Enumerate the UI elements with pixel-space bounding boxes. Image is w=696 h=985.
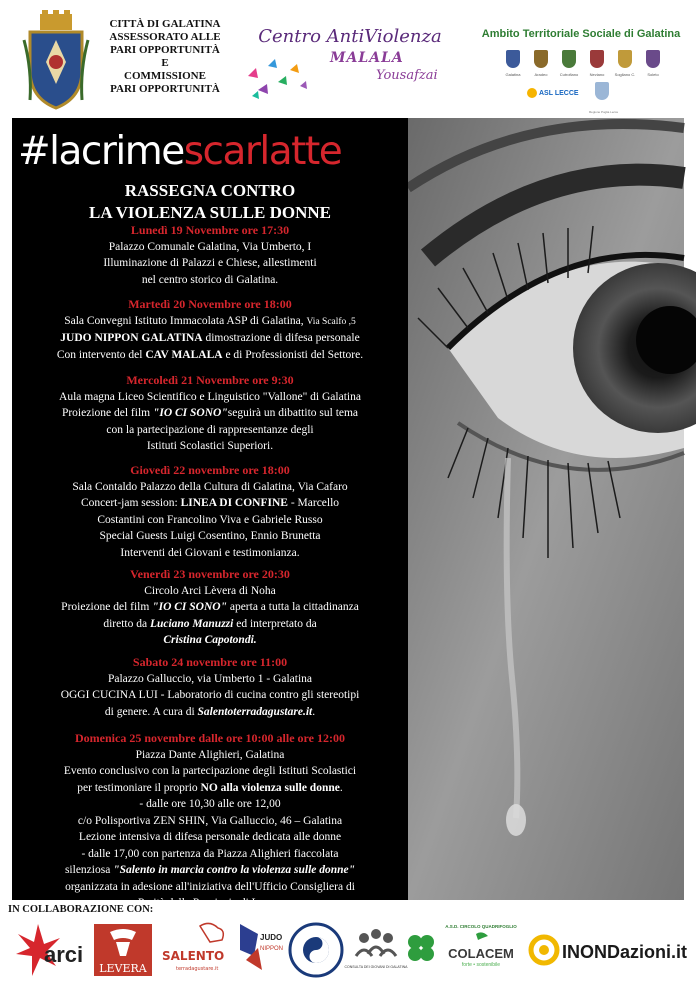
svg-text:A.S.D. CIRCOLO QUADRIFOGLIO: A.S.D. CIRCOLO QUADRIFOGLIO bbox=[445, 924, 517, 929]
consulta-giovani-logo bbox=[344, 920, 408, 980]
event-wednesday: Mercoledì 21 Novembre ore 9:30 Aula magna Liceo Scientifico e Linguistico "Vallone" di Galatina Proiezione del film "IO CI SONO"seguirà un dibattito sul tema con la partecipazione di rappresentanze degli Istituti Scolastici Superiori. bbox=[12, 372, 408, 455]
municipality-aradeo: Aradeo bbox=[527, 50, 555, 77]
municipality-neviano: Neviano bbox=[583, 50, 611, 77]
event-sunday: Domenica 25 novembre dalle ore 10:00 alle ore 12:00 Piazza Dante Alighieri, Galatina Evento conclusivo con la partecipazione degli Istituti Scolastici per testimoniare il proprio NO alla violenza sulle donne. - dalle ore 10,30 alle ore 12,00 c/o Polisportiva ZEN SHIN, Via Galluccio, 46 – Galatina Lezione intensiva di difesa personale dedicata alle donne - dalle 17,00 con partenza da Piazza Alighieri fiaccolata silenziosa "Salento in marcia contro la violenza sulle donne" organizzata in adesione all'iniziativa dell'Ufficio Consigliera di bbox=[12, 730, 408, 912]
colacem-icon bbox=[438, 920, 524, 980]
svg-text:SALENTO: SALENTO bbox=[162, 949, 225, 963]
event-monday: Lunedì 19 Novembre ore 17:30 Palazzo Comunale Galatina, Via Umberto, I Illuminazione di Palazzi e Chiese, allestimenti nel centro storico di Galatina. bbox=[12, 222, 408, 288]
butterflies-icon bbox=[238, 46, 318, 106]
cav-title: Centro AntiViolenza bbox=[258, 26, 442, 47]
asl-dot-icon bbox=[527, 88, 537, 98]
lecce-caption: Regione Puglia Lecce bbox=[589, 110, 619, 114]
shield-icon bbox=[562, 50, 576, 68]
cav-malala-logo bbox=[234, 20, 466, 110]
zen-shin-logo bbox=[288, 920, 344, 980]
municipality-sogliano: Sogliano C. bbox=[611, 50, 639, 77]
svg-text:terradagustare.it: terradagustare.it bbox=[176, 966, 219, 972]
eye-illustration-icon bbox=[408, 118, 684, 900]
svg-text:forte • sostenibile: forte • sostenibile bbox=[461, 962, 501, 968]
municipality-cutrofiano: Cutrofiano bbox=[555, 50, 583, 77]
arci-star-icon bbox=[14, 920, 94, 980]
consulta-icon bbox=[344, 920, 408, 980]
svg-text:NIPPON: NIPPON bbox=[260, 946, 284, 952]
event-date: Martedì 20 Novembre ore 18:00 bbox=[128, 297, 292, 311]
city-department-text: CITTÀ DI GALATINA ASSESSORATO ALLE PARI OPPORTUNITÀ E COMMISSIONE PARI OPPORTUNITÀ bbox=[109, 18, 221, 95]
svg-text:CONSULTA DEI GIOVANI DI GALATI: CONSULTA DEI GIOVANI DI GALATINA bbox=[344, 965, 408, 969]
collaboration-label: IN COLLABORAZIONE CON: bbox=[8, 904, 154, 915]
event-panel bbox=[12, 118, 408, 900]
salento-chef-icon bbox=[160, 920, 232, 980]
svg-text:LEVERA: LEVERA bbox=[99, 962, 147, 975]
levera-icon bbox=[92, 920, 154, 980]
event-tuesday: Martedì 20 Novembre ore 18:00 Sala Convegni Istituto Immacolata ASP di Galatina, Via Scalfo ,5 JUDO NIPPON GALATINA dimostrazione di difesa personale Con intervento del CAV MALALA e di Professionisti del Settore. bbox=[12, 296, 408, 363]
rassegna-title: RASSEGNA CONTRO LA VIOLENZA SULLE DONNE bbox=[88, 181, 331, 222]
inondazioni-logo bbox=[528, 920, 688, 980]
shield-icon bbox=[534, 50, 548, 68]
zen-shin-yin-yang-icon bbox=[288, 920, 344, 980]
ambito-territoriale-block bbox=[475, 20, 687, 114]
cav-name: MALALA bbox=[330, 50, 404, 66]
judo-icon bbox=[236, 920, 284, 980]
event-date: Mercoledì 21 Novembre ore 9:30 bbox=[126, 373, 294, 387]
asl-lecce-logo: ASL LECCE bbox=[527, 88, 579, 98]
shield-icon bbox=[590, 50, 604, 68]
salento-logo bbox=[160, 920, 232, 980]
cav-surname: Yousafzai bbox=[376, 68, 438, 83]
svg-text:arci: arci bbox=[44, 942, 84, 967]
ambito-title: Ambito Territoriale Sociale di Galatina bbox=[481, 28, 681, 40]
municipality-soleto: Soleto bbox=[639, 50, 667, 77]
event-saturday: Sabato 24 novembre ore 11:00 Palazzo Galluccio, via Umberto 1 - Galatina OGGI CUCINA LUI - Laboratorio di cucina contro gli stereotipi di genere. A cura di Salentoterradagustare.it. bbox=[12, 654, 408, 720]
arci-logo bbox=[14, 920, 94, 980]
svg-text:COLACEM: COLACEM bbox=[448, 946, 514, 961]
event-friday: Venerdì 23 novembre ore 20:30 Circolo Arci Lèvera di Noha Proiezione del film "IO CI SONO" aperta a tutta la cittadinanza diretto da Luciano Manuzzi ed interpretato da Cristina Capotondi. bbox=[12, 566, 408, 649]
event-date: Lunedì 19 Novembre ore 17:30 bbox=[130, 223, 290, 237]
judo-nippon-logo bbox=[236, 920, 284, 980]
shield-icon bbox=[646, 50, 660, 68]
lecce-seal-icon bbox=[595, 82, 609, 100]
shield-icon bbox=[618, 50, 632, 68]
svg-text:JUDO: JUDO bbox=[260, 933, 283, 942]
hashtag-title: #lacrimescarlatte bbox=[18, 129, 342, 174]
event-thursday: Giovedì 22 novembre ore 18:00 Sala Contaldo Palazzo della Cultura di Galatina, Via Cafaro Concert-jam session: LINEA DI CONFINE - Marcello Costantini con Francolino Viva e Gabriele Russo Special Guests Luigi Cosentino, Ennio Brunetta Interventi dei Giovani e testimonianza. bbox=[12, 462, 408, 561]
municipality-galatina: Galatina bbox=[499, 50, 527, 77]
levera-logo bbox=[92, 920, 154, 980]
poster-main bbox=[12, 118, 684, 900]
four-leaf-clover-icon bbox=[404, 920, 438, 980]
galatina-coat-of-arms-icon bbox=[22, 10, 90, 110]
svg-text:INONDazioni.it: INONDazioni.it bbox=[562, 942, 687, 962]
event-date: Sabato 24 novembre ore 11:00 bbox=[132, 655, 288, 669]
shield-icon bbox=[506, 50, 520, 68]
event-date: Domenica 25 novembre dalle ore 10:00 alle ore 12:00 bbox=[75, 731, 345, 745]
event-date: Giovedì 22 novembre ore 18:00 bbox=[130, 463, 290, 477]
quadrifoglio-logo bbox=[404, 920, 438, 980]
eye-tear-photo bbox=[408, 118, 684, 900]
poster-header bbox=[0, 0, 696, 118]
event-date: Venerdì 23 novembre ore 20:30 bbox=[130, 567, 290, 581]
colacem-logo bbox=[438, 920, 524, 980]
inondazioni-icon bbox=[528, 920, 688, 980]
